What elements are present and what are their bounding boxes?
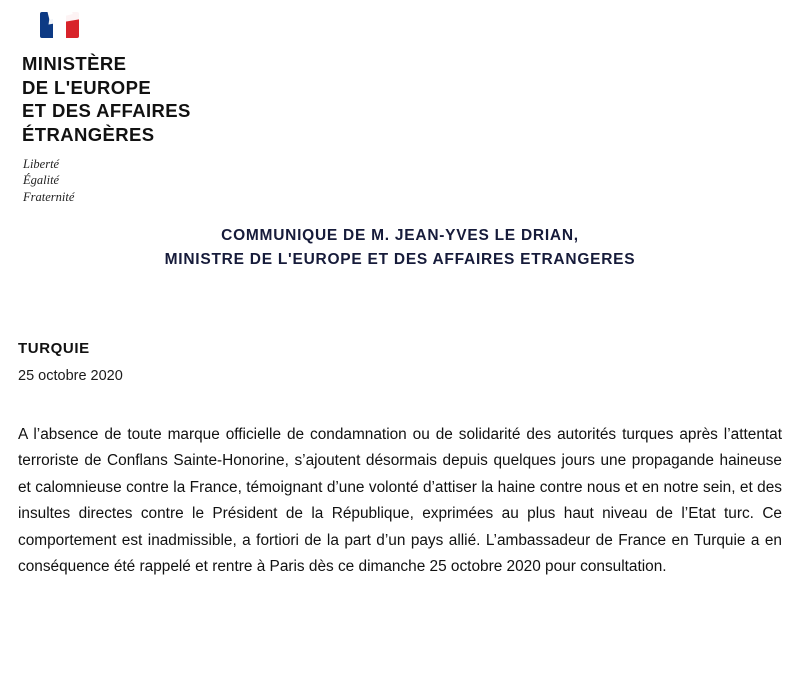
ministry-header (22, 8, 442, 205)
page-title (0, 224, 800, 272)
publication-date: 25 octobre 2020 (18, 368, 123, 384)
republic-motto (23, 156, 442, 206)
body-text (18, 422, 782, 581)
page-title-line-2: MINISTRE DE L'EUROPE ET DES AFFAIRES ETRANGERES (164, 251, 636, 269)
subject-heading: TURQUIE (18, 340, 90, 357)
ministry-name-line-2: DE L'EUROPE (22, 76, 152, 98)
motto-liberte: Liberté (23, 156, 60, 171)
page-title-line-1: COMMUNIQUE DE M. JEAN-YVES LE DRIAN, (221, 227, 579, 244)
ministry-name-line-4: ÉTRANGÈRES (22, 124, 155, 146)
motto-egalite: Égalité (23, 173, 60, 188)
motto-fraternite: Fraternité (23, 189, 75, 204)
ministry-name (22, 52, 442, 147)
body-paragraph: A l’absence de toute marque officielle de condamnation ou de solidarité des autorités turques après l’attentat terroriste de Conflans Sainte-Honorine, s’ajoutent désormais depuis quelques jours une propagande haineuse et calomnieuse contre la France, témoignant d’une volonté d’attiser la haine contre nous et en notre sein, et des insultes directes contre le Président de la République, exprimées au plus haut niveau de l’Etat turc. Ce comportement est inadmissible, a fortiori de la part d’un pays allié. L’ambassadeur de France en Turquie a en conséquence été rappelé et rentre à Paris dès ce dimanche 25 octobre 2020 pour consultation. (18, 426, 782, 576)
french-flag-marianne-icon (40, 8, 100, 46)
ministry-name-line-3: ET DES AFFAIRES (22, 100, 191, 122)
ministry-name-line-1: MINISTÈRE (22, 53, 127, 74)
